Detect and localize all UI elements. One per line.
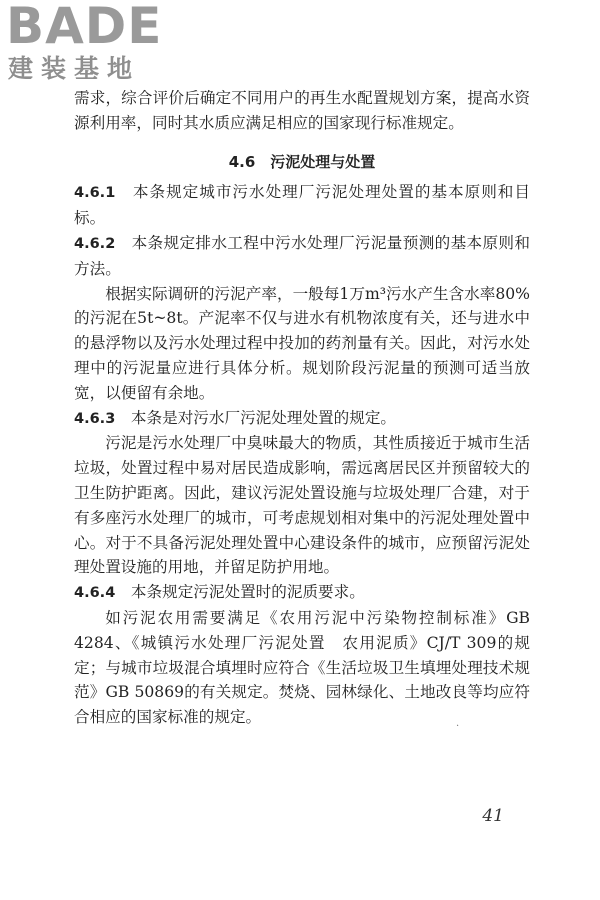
- clause-number: 4.6.2: [74, 235, 116, 252]
- clause-text: 本条规定城市污水处理厂污泥处理处置的基本原则和目标。: [74, 183, 530, 228]
- clause-number: 4.6.3: [74, 410, 116, 427]
- logo-subtitle: 建装基地: [8, 54, 141, 83]
- clause-text: 本条规定污泥处置时的泥质要求。: [130, 583, 365, 602]
- clause-4-6-3: [74, 406, 530, 432]
- logo-brand-text: BADE: [6, 0, 163, 55]
- clause-4-6-1: [74, 180, 530, 231]
- explanation-paragraph: 如污泥农用需要满足《农用污泥中污染物控制标准》GB 4284、《城镇污水处理厂污泥处置 农用泥质》CJ/T 309的规定；与城市垃圾混合填埋时应符合《生活垃圾卫生填埋处理技术规范》GB 50869的有关规定。焚烧、园林绿化、土地改良等均应符合相应的国家标准的规定。: [74, 608, 530, 727]
- clause-text: 本条是对污水厂污泥处理处置的规定。: [130, 408, 397, 427]
- page-number: 41: [482, 806, 504, 826]
- watermark-logo: [4, 2, 174, 86]
- clause-number: 4.6.4: [74, 585, 116, 602]
- document-body: [74, 86, 530, 730]
- clause-text: 本条规定排水工程中污水处理厂污泥量预测的基本原则和方法。: [74, 233, 530, 278]
- explanation-paragraph: 污泥是污水处理厂中臭味最大的物质，其性质接近于城市生活垃圾，处置过程中易对居民造成影响，需远离居民区并预留较大的卫生防护距离。因此，建议污泥处置设施与垃圾处理厂合建，对于有多座污水处理厂的城市，可考虑规划相对集中的污泥处理处置中心。对于不具备污泥处理处置中心建设条件的城市，应预留污泥处理处置设施的用地，并留足防护用地。: [74, 434, 530, 577]
- stray-mark: .: [456, 718, 460, 729]
- clause-4-6-4: [74, 580, 530, 606]
- clause-number: 4.6.1: [74, 185, 116, 202]
- section-heading: 4.6 污泥处理与处置: [228, 152, 376, 171]
- paragraph-continuation: 需求，综合评价后确定不同用户的再生水配置规划方案，提高水资源利用率，同时其水质应满足相应的国家现行标准规定。: [74, 89, 530, 132]
- clause-4-6-2: [74, 231, 530, 282]
- explanation-paragraph: 根据实际调研的污泥产率，一般每1万m³污水产生含水率80%的污泥在5t~8t。产泥率不仅与进水有机物浓度有关，还与进水中的悬浮物以及污水处理过程中投加的药剂量有关。因此，对污水处理中的污泥量应进行具体分析。规划阶段污泥量的预测可适当放宽，以便留有余地。: [74, 284, 530, 402]
